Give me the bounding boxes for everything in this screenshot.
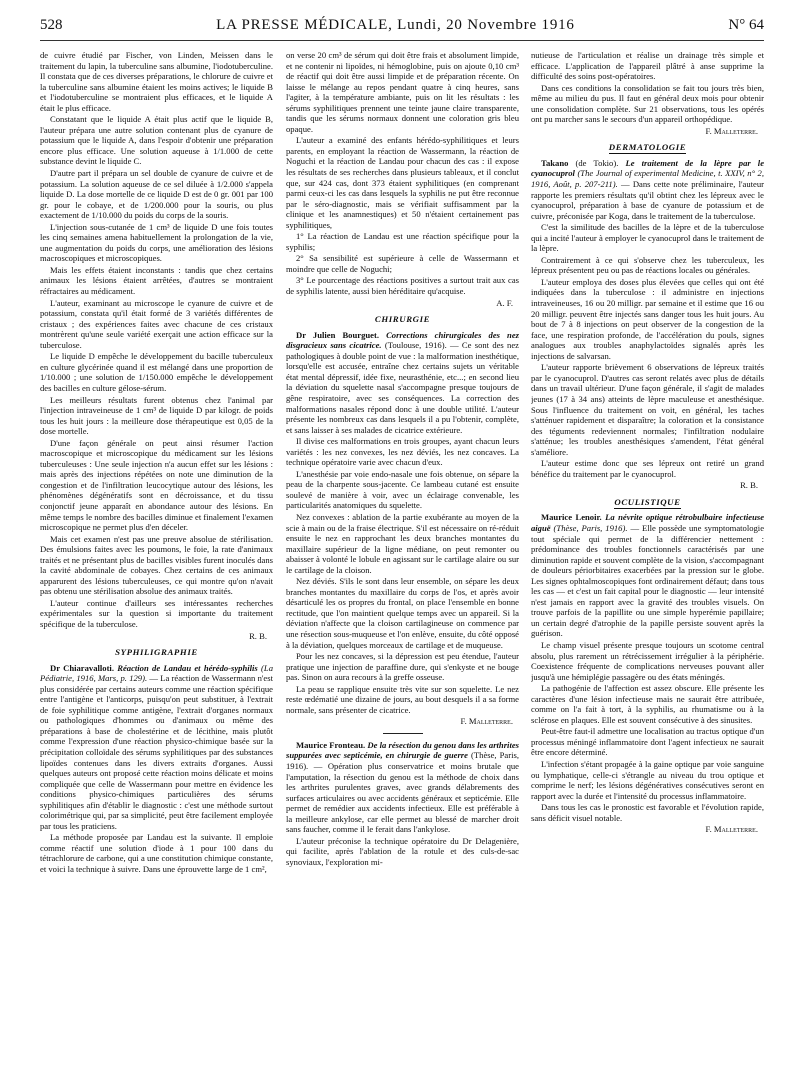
signature: R. B. xyxy=(249,630,267,641)
article-author-place: (de Tokio). xyxy=(575,157,619,168)
paragraph: L'injection sous-cutanée de 1 cm³ de liquide D une fois toutes les cinq semaines amena habituellement la prolongation de la vie, une augmentation du poids du corps, une amélioration des lésions macroscopiques et microscopiques. xyxy=(40,221,273,264)
separator-rule xyxy=(383,733,423,734)
paragraph: L'auteur estime donc que ses lépreux ont retiré un grand bénéfice du traitement par le cyanocuprol. xyxy=(531,458,764,479)
paragraph: de cuivre étudié par Fischer, von Linden, Meissen dans le traitement du lapin, la tuberculine sans albumine, l'iodotuberculine. Il constata que de ces diverses préparations, le chlorure de cuivre et la tuberculine sans albumine étaient les moins actives; le liquide B et l'iodotuberculine se montraient plus efficaces, et le liquide A était le plus efficace. xyxy=(40,50,273,113)
article-paragraph xyxy=(531,158,764,221)
section-heading-text: OCULISTIQUE xyxy=(614,496,681,507)
section-heading-chirurgie: CHIRURGIE xyxy=(374,314,431,325)
article-author: Dr Chiaravalloti. xyxy=(50,662,114,673)
section-heading-text: DERMATOLOGIE xyxy=(608,142,687,153)
signature: F. Malleterre. xyxy=(460,716,513,727)
signature: F. Malleterre. xyxy=(705,824,758,835)
paragraph: Contrairement à ce qui s'observe chez les tuberculeux, les lépreux présentent peu ou pas de réactions locales ou générales. xyxy=(531,254,764,276)
column-3 xyxy=(531,50,764,1074)
article-text: — Ce sont des nez pathologiques à double point de vue : la malformation inesthétique, lorsqu'elle est accusée, entraîne chez certains sujets un véritable état mental dépressif, idée fixe, neurasthénie, etc...; en second lieu la déviation du squelette nasal s'accompagne presque toujours de gêne respiratoire, avec ses conséquences. La correction des malformations nasales répond donc à une double utilité. L'auteur présente les nombreux cas dans lesquels il a pu l'obtenir, complète, et sans laisser à ses malades de cicatrice extérieure. xyxy=(286,340,519,435)
section-heading-dermatologie xyxy=(531,142,764,153)
article-source: (Thèse, Paris, 1916). xyxy=(286,750,519,771)
paragraph: L'auteur préconise la technique opératoire du Dr Delagenière, qui facilite, après l'ablation de la rotule et des culs-de-sac synoviaux, l'exploration mi- xyxy=(286,835,519,867)
section-heading-oculistique xyxy=(531,497,764,508)
paragraph: Nez déviés. S'ils le sont dans leur ensemble, on sépare les deux branches montantes du maxillaire du corps de l'os, et après avoir désarticulé les os propres du frontal, on place l'ensemble en bonne rectitude, que l'on maintient quelque temps avec un appareil. Si la déviation n'affecte que la cloison cartilagineuse on commence par une résection sous-muqueuse et l'on enlève, ensuite, du côté opposé à la déviation, quelques morceaux de cartilage et de muqueuse. xyxy=(286,576,519,650)
paragraph: La méthode proposée par Landau est la suivante. Il emploie comme réactif une solution d'iode à 1 pour 100 dans du tétrachlorure de carbone, qui a une constitution chimique constante, et voici la technique à suivre. Dans une éprouvette large de 1 cm², xyxy=(40,832,273,875)
paragraph: L'auteur rapporte brièvement 6 observations de lépreux traités par le cyanocuprol. D'autres cas seront relatés avec plus de détails dans un travail ultérieur. D'une façon générale, il s'agit de malades jeunes (17 à 34 ans) atteints de lèpre maculeuse et anesthésique. Sous l'influence du traitement on voit, en général, les taches s'atténuer rapidement et disparaître; la coloration et la consistance des téguments redeviennent normales; l'infiltration nodulaire s'atténue; les troubles anesthésiques s'amendent, l'état général s'améliore. xyxy=(531,362,764,457)
article-title: Corrections chirurgicales des nez disgracieux sans cicatrice. xyxy=(286,329,519,351)
paragraph: La pathogénie de l'affection est assez obscure. Elle présente les caractères d'une lésion infectieuse mais ne saurait être attribuée, comme on l'a fait à tort, à la syphilis, au rhumatisme ou à la sclérose en plaques. Elle est souvent consécutive à des sinusites. xyxy=(531,683,764,725)
signature: F. Malleterre. xyxy=(705,125,758,136)
paragraph: L'auteur, examinant au microscope le cyanure de cuivre et de potassium, constata qu'il était formé de 3 variétés différentes de cristaux ; des expériences faites avec chacune de ces cristaux montrèrent qu'une seule variété exerçait une action efficace sur la tuberculose. xyxy=(40,297,273,350)
paragraph: D'autre part il prépara un sel double de cyanure de cuivre et de potassium. La solution aqueuse de ce sel diluée à 1/2.000 s'appela liquide D. La dose mortelle de ce liquide D est de 0 gr. 001 par 100 gr. pour le cobaye, et de 1/200.000 pour la souris, ou plus exactement de 1/10.000 du poids du corps de la souris. xyxy=(40,168,273,221)
article-source: (Thèse, Paris, 1916). xyxy=(553,522,628,533)
article-author: Maurice Fronteau. xyxy=(296,739,366,750)
paragraph: Les meilleurs résultats furent obtenus chez l'animal par l'injection intraveineuse de 1 cm³ de liquide D par kilogr. de poids tous les huit jours : la meilleure dose thérapeutique est 0,05 de la dose mortelle. xyxy=(40,394,273,437)
column-2 xyxy=(286,50,519,1074)
article-paragraph xyxy=(286,330,519,435)
paragraph: Constatant que le liquide A était plus actif que le liquide B, l'auteur prépara une autre solution contenant plus de cyanure de potassium que le liquide A, dans l'espoir d'obtenir une préparation encore plus efficace. Une solution aqueuse à 1/1.000 de cette substance devint le liquide C. xyxy=(40,114,273,167)
article-author: Takano xyxy=(541,157,569,168)
article-author: Dr Julien Bourguet. xyxy=(296,329,379,340)
column-1 xyxy=(40,50,273,1074)
paragraph: C'est la similitude des bacilles de la lèpre et de la tuberculose qui a incité l'auteur à employer le cyanocuprol dans le traitement de la lèpre. xyxy=(531,222,764,254)
article-title: Réaction de Landau et hérédo-syphilis xyxy=(117,662,258,673)
section-heading-syphiligraphie: SYPHILIGRAPHIE xyxy=(115,647,198,658)
paragraph: Pour les nez concaves, si la dépression est peu étendue, l'auteur pratique une injection de paraffine dure, qui s'enkyste et ne bouge pas. Sinon on aura recours à la greffe osseuse. xyxy=(286,651,519,683)
signature: A. F. xyxy=(496,297,513,308)
article-paragraph xyxy=(531,512,764,639)
paragraph: 2° Sa sensibilité est supérieure à celle de Wassermann et moindre que celle de Noguchi; xyxy=(286,253,519,274)
article-text: — La réaction de Wassermann n'est plus considérée par certains auteurs comme une réaction spécifique entre l'antigène et l'anticorps, puisqu'on peut substituer, à l'extrait de foie syphilitique comme antigène, l'extrait d'organes normaux ou pathologiques d'hommes ou d'animaux ou même des préparations à base de cholestérine et de lécithine, mais plutôt comme l'expression d'une réaction physico-chimique basée sur la précipitation colloïdale des sérums syphilitiques par des substances lipoïdes contenues dans les divers extraits d'organes. Aussi quelques auteurs ont proposé cette réaction moins délicate et moins compliquée que celle de Wassermann pour mettre en évidence les conditions physico-chimiques particulières des sérums syphilitiques afin d'établir le diagnostic : c'est une méthode surtout colorimétrique qui, par sa simplicité, peut être facilement employée par tous les praticiens. xyxy=(40,673,273,831)
paragraph: Il divise ces malformations en trois groupes, ayant chacun leurs variétés : les nez convexes, les nez déviés, les nez concaves. La technique opératoire varie avec chacun d'eux. xyxy=(286,436,519,468)
paragraph: L'anesthésie par voie endo-nasale une fois obtenue, on sépare la peau de la charpente sous-jacente. Ce lambeau cutané est ensuite soulevé de manière à voir, avec un éclairage convenable, les particularités anatomiques du squelette. xyxy=(286,468,519,511)
paragraph: nutieuse de l'articulation et réalise un drainage très simple et efficace. L'application de l'appareil plâtré à anse supprime la difficulté des soins post-opératoires. xyxy=(531,50,764,82)
signature: R. B. xyxy=(740,480,758,491)
article-text: — Opération plus conservatrice et moins brutale que l'amputation, la résection du genou est la méthode de choix dans les arthrites purulentes graves, avec grands délabrements des surfaces articulaires ou avec accidents généraux et septicémie. Elle permet de remédier aux accidents infectieux. Elle est préférable à la meilleure ankylose, car elle permet au blessé de marcher droit sans faucher, comme il le ferait dans l'ankylose. xyxy=(286,761,519,835)
paragraph: Le champ visuel présente presque toujours un scotome central absolu, plus rarement un rétrécissement irrégulier à la périphérie. Coexistence fréquente de complications nerveuses pouvant aller jusqu'à une hémiplégie passagère ou des états méningés. xyxy=(531,639,764,682)
article-title: De la résection du genou dans les arthrites suppurées avec septicémie, en chirurgie de guerre xyxy=(286,739,519,761)
paragraph: L'auteur employa des doses plus élevées que celles qui ont été indiquées dans la tuberculose : il administre en injections intraveineuses, 16 ou 20 milligr. par semaine et il estime que 16 ou 20 milligr. peuvent être injectés sans danger tous les huit jours. Au bout de 7 à 8 injections on peut observer de la congestion de la face, une respiration profonde, de l'accélération du pouls, signes analogues aux troubles anaphylactoïdes signalés après les injections de salvarsan. xyxy=(531,276,764,361)
paragraph: L'infection s'étant propagée à la gaine optique par voie sanguine ou lymphatique, celle-ci s'étrangle au niveau du trou optique et comprime le nerf; les lésions dégénératives consécutives seront en rapport avec la durée et l'intensité du processus inflammatoire. xyxy=(531,759,764,801)
article-text: — Dans cette note préliminaire, l'auteur rapporte les premiers résultats qu'il obtint chez les lépreux avec le cyanocuprol, préparation à base de cyanure de potassium et de cuivre, préconisée par Koga, dans le traitement de la tuberculose. xyxy=(531,179,764,221)
paragraph: on verse 20 cm³ de sérum qui doit être frais et absolument limpide, et ne contenir ni lipoïdes, ni hémoglobine, puis on ajoute 0,10 cm³ de réactif qui doit être aussi limpide et de préparation récente. On laisse le mélange au repos pendant quatre à cinq heures, sans l'agiter, à la température ambiante, puis on lit les résultats : les sérums syphilitiques prennent une teinte jaune claire transparente, tandis que les sérums normaux donnent une coloration gris bleu opaque. xyxy=(286,50,519,134)
article-paragraph xyxy=(286,740,519,835)
article-paragraph xyxy=(40,663,273,832)
article-source: (La Pédiatrie, 1916, Mars, p. 129). xyxy=(40,662,273,684)
page-header xyxy=(40,10,764,41)
paragraph: 3° Le pourcentage des réactions positives a surtout trait aux cas de syphilis latente, aussi bien héréditaire qu'acquise. xyxy=(286,275,519,297)
paragraph: Mais les effets étaient inconstants : tandis que chez certains animaux les lésions étaient arrêtées, d'autres se montraient réfractaires au médicament. xyxy=(40,264,273,297)
issue-number: N° 64 xyxy=(728,16,764,33)
article-text: — Elle possède une symptomatologie tout spéciale qui permet de la différencier nettement : prédominance des troubles fonctionnels caractérisés par une diminution rapide et souvent complète de la vision, s'accompagnant de douleurs périorbitaires exacerbées par la pression sur le globe. Les signes ophtalmoscopiques font ordinairement défaut; dans tous les cas — et c'est un fait capital pour le diagnostic — leur intensité n'est jamais en rapport avec la gravité des troubles visuels. On trouve parfois de la papillite ou une simple hyperémie papillaire; un certain degré d'atrophie de la papille persiste souvent après la guérison. xyxy=(531,522,764,639)
paragraph: L'auteur continue d'ailleurs ses intéressantes recherches expérimentales sur la question si importante du traitement spécifique de la tuberculose. xyxy=(40,597,273,629)
paragraph: Le liquide D empêche le développement du bacille tuberculeux en culture glycérinée quand il est mélangé dans une proportion de 1/10.000 ; une solution de 1/150.000 empêche le développement des bacilles en culture gélose-sérum. xyxy=(40,351,273,393)
journal-title: LA PRESSE MÉDICALE, Lundi, 20 Novembre 1916 xyxy=(216,16,575,33)
article-title: La névrite optique rétrobulbaire infectieuse aiguë xyxy=(531,512,764,533)
paragraph: Mais cet examen n'est pas une preuve absolue de stérilisation. Des émulsions faites avec les poumons, le foie, la rate d'animaux traités et ne présentant plus de bacilles visibles furent inoculés dans la cavité abdominale de cobayes. Chez certains de ces animaux apparurent des lésions tuberculeuses, ce qui montre qu'on n'avait pas obtenu une stérilisation absolue des animaux traités. xyxy=(40,533,273,597)
paragraph: Dans tous les cas le pronostic est favorable et l'évolution rapide, sans déficit visuel notable. xyxy=(531,802,764,823)
paragraph: Dans ces conditions la consolidation se fait tou jours très bien, même au milieu du pus. Il faut en général deux mois pour obtenir une consolidation complète. Sur 21 observations, tous les opérés ont pu marcher sans le secours d'un appareil orthopédique. xyxy=(531,82,764,125)
paragraph: D'une façon générale on peut ainsi résumer l'action macroscopique et microscopique du médicament sur les lésions tuberculeuses : Une seule injection n'a aucun effet sur les lésions : mais après des injections répétées on note une diminution de la congestion et de l'infiltration leucocytique autour des lésions, les phénomènes dégénératifs sont en décroissance, et du tissu conjonctif jeune apparaît en abondance autour des lésions. En même temps le nombre des bacilles diminue et finalement l'examen microscopique ne permet plus d'en déceler. xyxy=(40,437,273,533)
article-source: (Toulouse, 1916). xyxy=(384,340,447,351)
article-author: Maurice Lenoir. xyxy=(541,512,602,523)
paragraph: 1° La réaction de Landau est une réaction spécifique pour la syphilis; xyxy=(286,231,519,252)
paragraph: La peau se rapplique ensuite très vite sur son squelette. Le nez reste œdématié une dizaine de jours, au bout desquels il a sa forme normale, sans présenter de cicatrice. xyxy=(286,683,519,715)
paragraph: Nez convexes : ablation de la partie exubérante au moyen de la scie à main ou de la fraise électrique. S'il est nécessaire on ré-réduit ensuite le nez en rapprochant les deux branches montantes du maxillaire supérieur de la ligne médiane, on peut remonter ou abaisser à volonté le lobule en agissant sur le cartilage alaire ou sur le cartilage de la cloison. xyxy=(286,511,519,575)
article-source: (The Journal of experimental Medicine, t. XXIV, n° 2, 1916, Août, p. 207-211). xyxy=(531,168,764,190)
article-title: Le traitement de la lèpre par le cyanocuprol xyxy=(531,157,764,179)
page-number: 528 xyxy=(40,16,63,33)
paragraph: L'auteur a examiné des enfants hérédo-syphilitiques et leurs parents, en employant la réaction de Wassermann, la réaction de Noguchi et la réaction de Landau pour chacun des cas : il expose les résultats de ses recherches dans plusieurs tableaux, et il conclut que, sur 424 cas, dont 373 étaient syphilitiques (en comprenant parmi ceux-ci les cas dans lesquels la syphilis ne put être reconnue par le séro-diagnostic, mais se vérifiait suffisamment par la clinique et les anamnestiques) et 50 n'étaient certainement pas syphilitiques, xyxy=(286,135,519,230)
paragraph: Peut-être faut-il admettre une localisation au tractus optique d'un processus méningé inflammatoire dont l'agent infectieux ne saurait être encore déterminé. xyxy=(531,726,764,758)
